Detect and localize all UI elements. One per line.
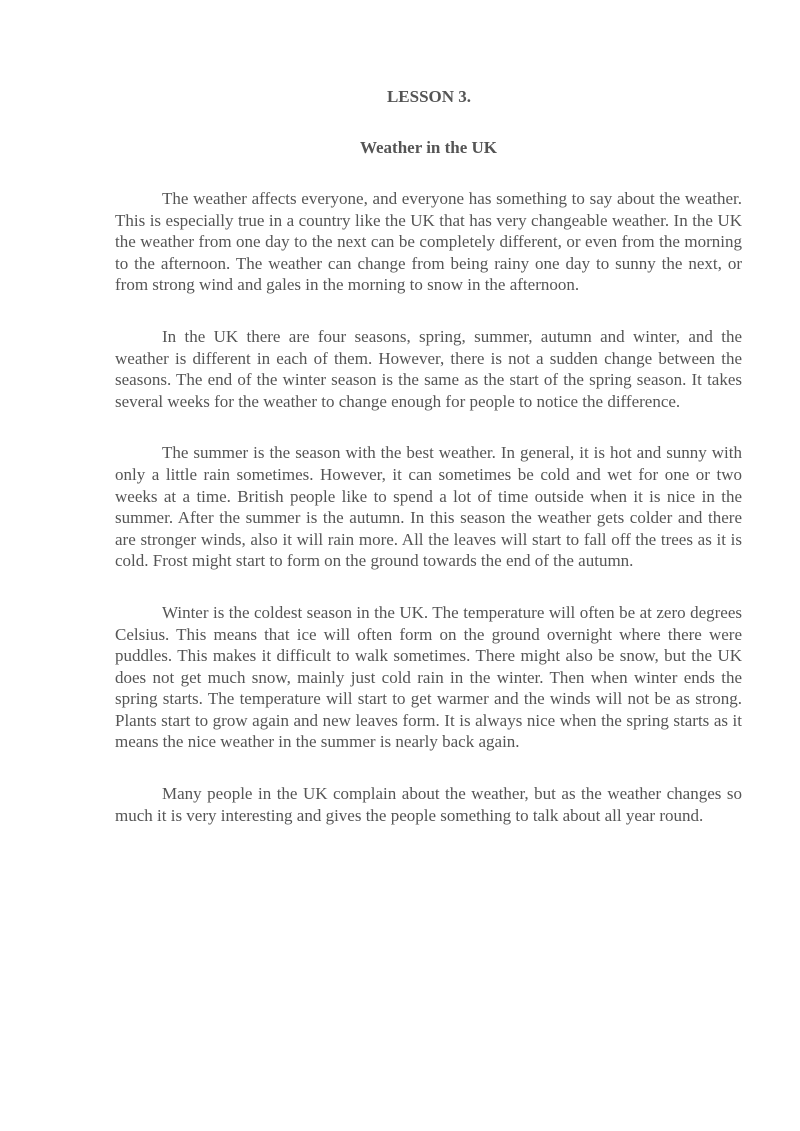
paragraph-winter-spring: Winter is the coldest season in the UK. The temperature will often be at zero degrees Celsius. This means that ice will often form on the ground overnight where there were puddles. This makes it difficult to walk sometimes. There might also be snow, but the UK does not get much snow, mainly just cold rain in the winter. Then when winter ends the spring starts. The temperature will start to get warmer and the winds will not be as strong. Plants start to grow again and new leaves form. It is always nice when the spring starts as it means the nice weather in the summer is nearly back again. <box>115 602 742 752</box>
paragraph-summer-autumn: The summer is the season with the best weather. In general, it is hot and sunny with only a little rain sometimes. However, it can sometimes be cold and wet for one or two weeks at a time. British people like to spend a lot of time outside when it is nice in the summer. After the summer is the autumn. In this season the weather gets colder and there are stronger winds, also it will rain more. All the leaves will start to fall off the trees as it is cold. Frost might start to form on the ground towards the end of the autumn. <box>115 443 742 571</box>
document-page <box>115 86 742 826</box>
page-title: Weather in the UK <box>359 138 498 157</box>
paragraph-conclusion: Many people in the UK complain about the weather, but as the weather changes so much it is very interesting and gives the people something to talk about all year round. <box>115 784 742 825</box>
paragraph-intro: The weather affects everyone, and everyone has something to say about the weather. This is especially true in a country like the UK that has very changeable weather. In the UK the weather from one day to the next can be completely different, or even from the morning to the afternoon. The weather can change from being rainy one day to sunny the next, or from strong wind and gales in the morning to snow in the afternoon. <box>115 189 742 295</box>
paragraph-seasons: In the UK there are four seasons, spring, summer, autumn and winter, and the weather is different in each of them. However, there is not a sudden change between the seasons. The end of the winter season is the same as the start of the spring season. It takes several weeks for the weather to change enough for people to notice the difference. <box>115 326 742 411</box>
lesson-label: LESSON 3. <box>386 87 472 106</box>
